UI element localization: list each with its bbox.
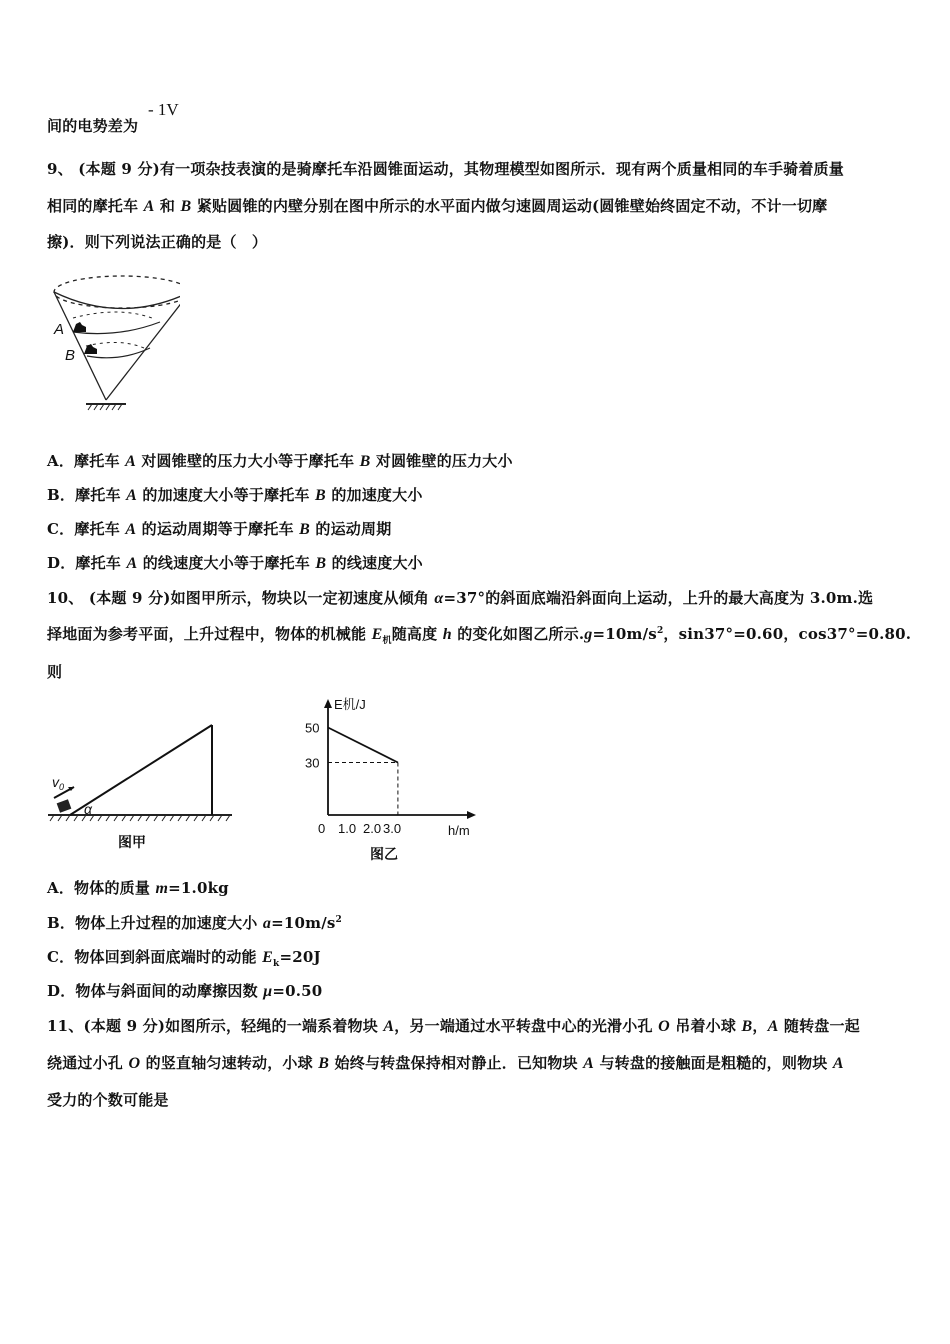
text-segment: A [383,1018,395,1035]
q10-option [47,946,321,969]
y-tick-30: 30 [305,755,320,771]
block-icon [57,799,72,813]
q9-line [47,158,844,179]
text-segment: 绕通过小孔 [47,1054,129,1072]
x-tick-1: 1.0 [338,821,357,836]
text-segment: A [125,453,136,470]
text-segment: B [741,1018,753,1035]
caption-jia: 图甲 [118,834,146,850]
text-segment: 对圆锥壁的压力大小等于摩托车 [135,452,360,470]
text-segment: 10、 (本题 9 分)如图甲所示，物块以一定初速度从倾角 [47,589,435,607]
x-tick-3: 3.0 [383,821,402,836]
q10-line [47,623,911,646]
caption-yi: 图乙 [370,846,398,862]
text-segment: ， [752,1017,768,1035]
cone-figure [40,270,180,420]
text-segment: m [155,880,169,897]
text-segment: 9、 (本题 9 分)有一项杂技表演的是骑摩托车沿圆锥面运动，其物理模型如图所示．现有两个质量相同的车手骑着质量 [47,160,844,178]
text-segment: 随高度 [391,625,443,643]
text-segment: 11、(本题 9 分)如图所示，轻绳的一端系着物块 [47,1017,384,1035]
incline-figure [40,695,240,865]
fragment-value: - 1V [148,100,179,119]
text-segment: 2 [335,915,343,925]
text-segment: =10m/s [271,914,336,932]
text-segment: B．物体上升过程的加速度大小 [47,914,263,932]
series-line [328,728,398,763]
text-segment: a [262,915,272,932]
q9-option [47,484,423,505]
q11-line [47,1015,860,1036]
text-segment: B [359,453,371,470]
text-segment: 则 [47,663,63,681]
text-segment: E [371,626,383,643]
q10-option [47,877,229,898]
text-segment: 始终与转盘保持相对静止．已知物块 [329,1054,584,1072]
text-segment: 对圆锥壁的压力大小 [370,452,513,470]
text-segment: 的变化如图乙所示. [451,625,585,643]
text-segment: O [658,1018,670,1035]
text-segment: A [143,198,155,215]
text-segment: 和 [154,197,181,215]
text-segment: g [584,626,593,643]
text-segment: A [126,555,138,572]
text-segment: D．摩托车 [47,554,127,572]
q9-line [47,195,827,216]
text-segment: 紧贴圆锥的内壁分别在图中所示的水平面内做匀速圆周运动(圆锥壁始终固定不动，不计一切摩 [191,197,828,215]
text-segment: 吊着小球 [669,1017,742,1035]
fragment-text: 间的电势差为 [47,117,139,135]
text-segment: 的加速度大小 [325,486,423,504]
text-segment: 受力的个数可能是 [47,1091,169,1109]
text-segment: C．摩托车 [47,520,126,538]
text-segment: B．摩托车 [47,486,127,504]
q10-option [47,912,342,933]
q10-line [47,661,62,682]
text-segment: B [315,555,327,572]
text-segment: 随转盘一起 [778,1017,860,1035]
text-segment: 的竖直轴匀速转动，小球 [140,1054,319,1072]
label-a: A [54,321,65,338]
q11-line [47,1052,844,1073]
text-segment: D．物体与斜面间的动摩擦因数 [47,982,264,1000]
q9-option [47,518,391,539]
text-segment: 择地面为参考平面，上升过程中，物体的机械能 [47,625,372,643]
text-segment: B [318,1055,330,1072]
x-axis-label: h/m [448,823,470,838]
text-segment: 擦)．则下列说法正确的是（ ） [47,233,268,251]
q10-option [47,980,322,1001]
text-segment: B [315,487,326,504]
q9-line [47,231,267,252]
text-segment: h [442,626,452,643]
text-segment: =0.50 [272,982,323,1000]
text-segment: A [767,1018,779,1035]
text-segment: ，sin37°=0.60，cos37°=0.80. [663,625,912,643]
q10-line [47,587,873,608]
y-tick-50: 50 [305,720,320,736]
label-b: B [65,347,76,364]
q9-option [47,450,513,471]
text-segment: α [434,590,444,607]
text-segment: 与转盘的接触面是粗糙的，则物块 [594,1054,833,1072]
text-segment: =20J [279,948,321,966]
v0-label: $v_0$ [52,774,65,792]
q9-option [47,552,423,573]
text-segment: A [832,1055,844,1072]
energy-chart [300,695,490,870]
text-segment: μ [263,983,273,1000]
y-axis-label: E机/J [334,697,366,712]
angle-label: α [84,801,92,817]
text-segment: =1.0kg [168,879,229,897]
text-segment: A．物体的质量 [47,879,156,897]
text-segment: k [273,959,280,969]
text-segment: 的线速度大小 [326,554,423,572]
text-segment: 的加速度大小等于摩托车 [136,486,316,504]
text-segment: ，另一端通过水平转盘中心的光滑小孔 [394,1017,659,1035]
text-segment: 的线速度大小等于摩托车 [137,554,316,572]
text-segment: B [299,521,310,538]
text-segment: C．物体回到斜面底端时的动能 [47,948,263,966]
text-segment: A [125,521,137,538]
text-segment: B [180,198,192,215]
text-segment: A [583,1055,595,1072]
text-segment: 相同的摩托车 [47,197,144,215]
text-segment: =10m/s [592,625,657,643]
x-tick-0: 0 [318,821,326,836]
text-segment: 的运动周期等于摩托车 [136,520,300,538]
text-segment: 2 [656,626,664,636]
text-segment: A．摩托车 [47,452,126,470]
text-segment: 机 [382,636,392,646]
text-segment: A [126,487,137,504]
text-segment: O [128,1055,141,1072]
text-segment: =37°的斜面底端沿斜面向上运动，上升的最大高度为 3.0m.选 [443,589,874,607]
text-segment: 的运动周期 [309,520,392,538]
x-tick-2: 2.0 [363,821,382,836]
q11-line [47,1089,169,1110]
motorcycle-a-icon [73,322,86,332]
text-segment: E [262,949,274,966]
